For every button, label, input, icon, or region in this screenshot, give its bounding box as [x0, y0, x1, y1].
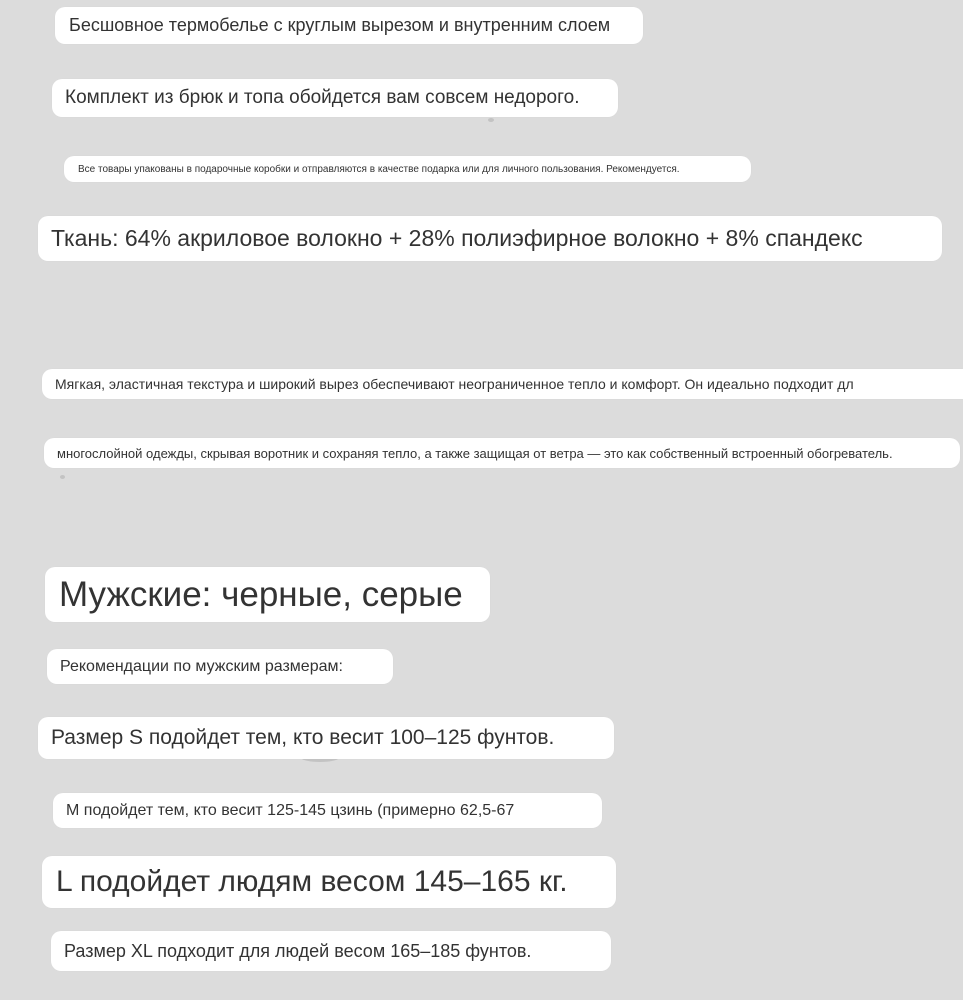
- text-line-8: Рекомендации по мужским размерам:: [47, 649, 393, 684]
- text-line-1: Бесшовное термобелье с круглым вырезом и внутренним слоем: [55, 7, 643, 44]
- text-line-12: Размер XL подходит для людей весом 165–185 фунтов.: [51, 931, 611, 971]
- text-line-4: Ткань: 64% акриловое волокно + 28% полиэфирное волокно + 8% спандекс: [38, 216, 942, 261]
- text-line-2: Комплект из брюк и топа обойдется вам совсем недорого.: [52, 79, 618, 117]
- background-speck: [488, 118, 494, 122]
- text-line-7: Мужские: черные, серые: [45, 567, 490, 622]
- background-speck: [60, 475, 65, 479]
- text-line-11: L подойдет людям весом 145–165 кг.: [42, 856, 616, 908]
- text-line-9: Размер S подойдет тем, кто весит 100–125 фунтов.: [38, 717, 614, 759]
- text-line-10: M подойдет тем, кто весит 125-145 цзинь (примерно 62,5-67: [53, 793, 602, 828]
- text-line-3: Все товары упакованы в подарочные коробки и отправляются в качестве подарка или для личного пользования. Рекомендуется.: [64, 156, 751, 182]
- text-line-5: Мягкая, эластичная текстура и широкий вырез обеспечивают неограниченное тепло и комфорт. Он идеально подходит дл: [42, 369, 963, 399]
- text-line-6: многослойной одежды, скрывая воротник и сохраняя тепло, а также защищая от ветра — это как собственный встроенный обогреватель.: [44, 438, 960, 468]
